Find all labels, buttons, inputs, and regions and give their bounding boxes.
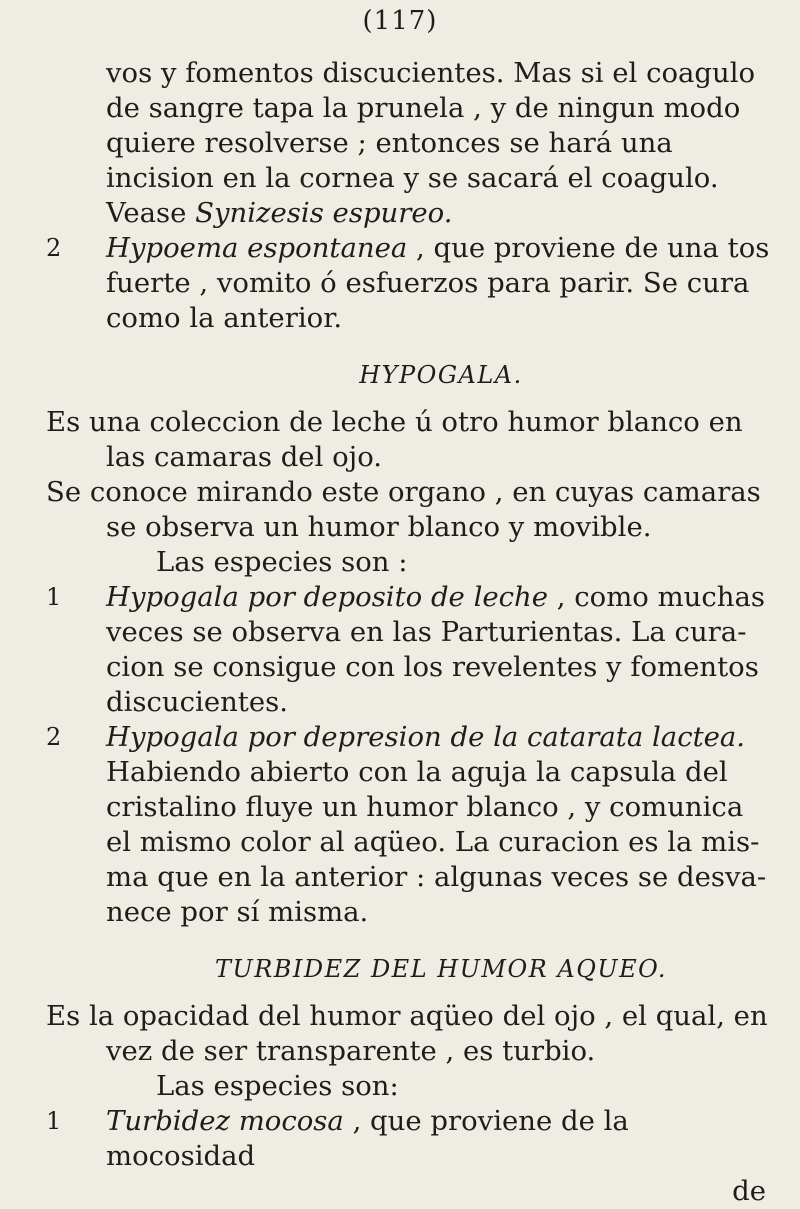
- entry-turbidez-mocosa: [46, 1104, 776, 1174]
- definition-lead: Es: [46, 1000, 81, 1032]
- species-intro-2: Las especies son:: [156, 1070, 399, 1102]
- catchword: de: [732, 1175, 766, 1207]
- entry-number: 1: [46, 1107, 62, 1135]
- intro-reference: Synizesis espureo.: [195, 197, 453, 229]
- entry-text: , como muchas veces se observa en las Parturientas. La cura-cion se consigue con los revelentes y fomentos discucientes.: [106, 581, 766, 718]
- entry-number: 2: [46, 723, 62, 751]
- definition-text: una coleccion de leche ú otro humor blanco en las camaras del ojo.: [88, 406, 743, 473]
- diagnosis-hypogala: [46, 475, 776, 545]
- entry-text: Habiendo abierto con la aguja la capsula del cristalino fluye un humor blanco , y comunica el mismo color al aqüeo. La curacion es la mis-ma que en la anterior : algunas veces se desva-nece por sí misma.: [106, 756, 767, 928]
- body-text: [46, 56, 776, 1209]
- definition-turbidez: [46, 999, 776, 1069]
- entry-number: 1: [46, 583, 62, 611]
- entry-hypoema: [46, 231, 776, 336]
- entry-name: Hypoema espontanea: [106, 232, 408, 264]
- diagnosis-lead: Se: [46, 476, 82, 508]
- entry-name: Turbidez mocosa: [106, 1105, 344, 1137]
- entry-number: 2: [46, 234, 62, 262]
- page-number: (117): [362, 6, 438, 36]
- entry-text: , que proviene de la mocosidad: [106, 1105, 629, 1172]
- species-intro-1: Las especies son :: [156, 546, 408, 578]
- definition-lead: Es: [46, 406, 81, 438]
- intro-text: vos y fomentos discucientes. Mas si el coagulo de sangre tapa la prunela , y de ningun modo quiere resolverse ; entonces se hará una incision en la cornea y se sacará el coagulo. Vease: [106, 57, 756, 229]
- entry-hypogala-leche: [46, 580, 776, 720]
- definition-hypogala: [46, 405, 776, 475]
- diagnosis-text: conoce mirando este organo , en cuyas camaras se observa un humor blanco y movible.: [89, 476, 761, 543]
- entry-name: Hypogala por depresion de la catarata lactea.: [106, 721, 746, 753]
- entry-hypogala-catarata: [46, 720, 776, 930]
- section-heading-turbidez: TURBIDEZ DEL HUMOR AQUEO.: [214, 955, 668, 983]
- entry-text: , que proviene de una tos fuerte , vomito ó esfuerzos para parir. Se cura como la anterior.: [106, 232, 770, 334]
- entry-name: Hypogala por deposito de leche: [106, 581, 549, 613]
- section-heading-hypogala: HYPOGALA.: [359, 361, 523, 389]
- paragraph-intro: [46, 56, 776, 231]
- definition-text: la opacidad del humor aqüeo del ojo , el qual, en vez de ser transparente , es turbio.: [88, 1000, 768, 1067]
